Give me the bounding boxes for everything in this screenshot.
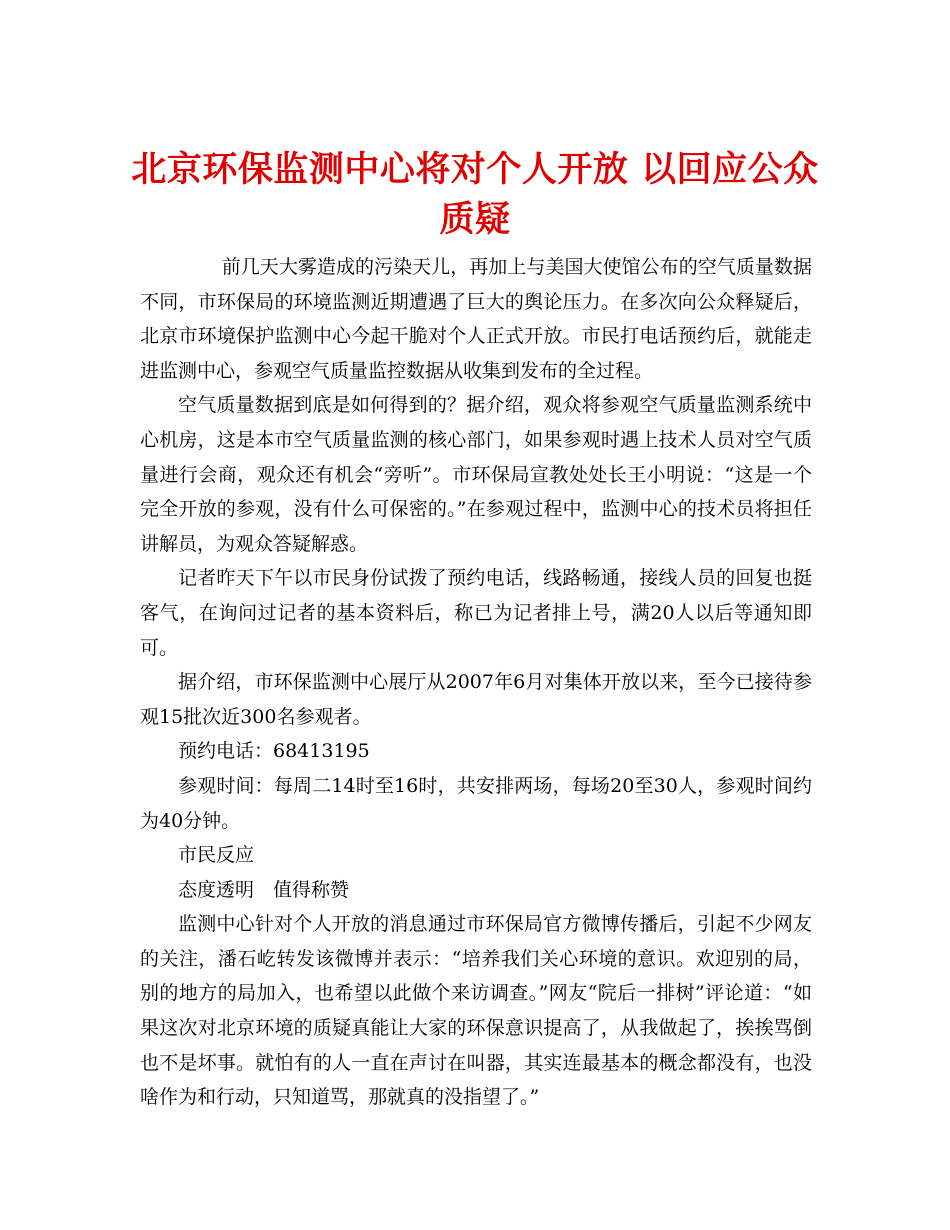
- paragraph-visit-time: 参观时间：每周二14时至16时，共安排两场，每场20至30人，参观时间约为40分钟。: [140, 774, 812, 832]
- paragraph-netizen-comments: 监测中心针对个人开放的消息通过市环保局官方微博传播后，引起不少网友的关注，潘石屹转发该微博并表示：“培养我们关心环境的意识。欢迎别的局，别的地方的局加入，也希望以此做个来访调查。”网友“院后一排树”评论道：“如果这次对北京环境的质疑真能让大家的环保意识提高了，从我做起了，挨挨骂倒也不是坏事。就怕有的人一直在声讨在叫器，其实连最基本的概念都没有，也没啥作为和行动，只知道骂，那就真的没指望了。”: [140, 913, 812, 1109]
- paragraph-history: 据介绍，市环保监测中心展厅从2007年6月对集体开放以来，至今已接待参观15批次近300名参观者。: [140, 671, 812, 728]
- document-title: 北京环保监测中心将对个人开放 以回应公众质疑: [131, 149, 819, 241]
- subheading-transparency: 态度透明 值得称赞: [178, 878, 350, 901]
- paragraph-data-source: 空气质量数据到底是如何得到的？据介绍，观众将参观空气质量监测系统中心机房，这是本市空气质量监测的核心部门，如果参观时遇上技术人员对空气质量进行会商，观众还有机会“旁听”。市环保局宣教处处长王小明说：“这是一个完全开放的参观，没有什么可保密的。”在参观过程中，监测中心的技术员将担任讲解员，为观众答疑解惑。: [140, 394, 812, 555]
- paragraph-intro: 前几天大雾造成的污染天儿，再加上与美国大使馆公布的空气质量数据不同，市环保局的环境监测近期遭遇了巨大的舆论压力。在多次向公众释疑后，北京市环境保护监测中心今起干脆对个人正式开放。市民打电话预约后，就能走进监测中心，参观空气质量监控数据从收集到发布的全过程。: [140, 256, 812, 382]
- paragraph-reporter-call: 记者昨天下午以市民身份试拨了预约电话，线路畅通，接线人员的回复也挺客气，在询问过记者的基本资料后，称已为记者排上号，满20人以后等通知即可。: [140, 567, 812, 659]
- article-body: [140, 250, 812, 1115]
- paragraph-phone: 预约电话：68413195: [178, 740, 370, 763]
- section-heading-public-response: 市民反应: [178, 844, 255, 867]
